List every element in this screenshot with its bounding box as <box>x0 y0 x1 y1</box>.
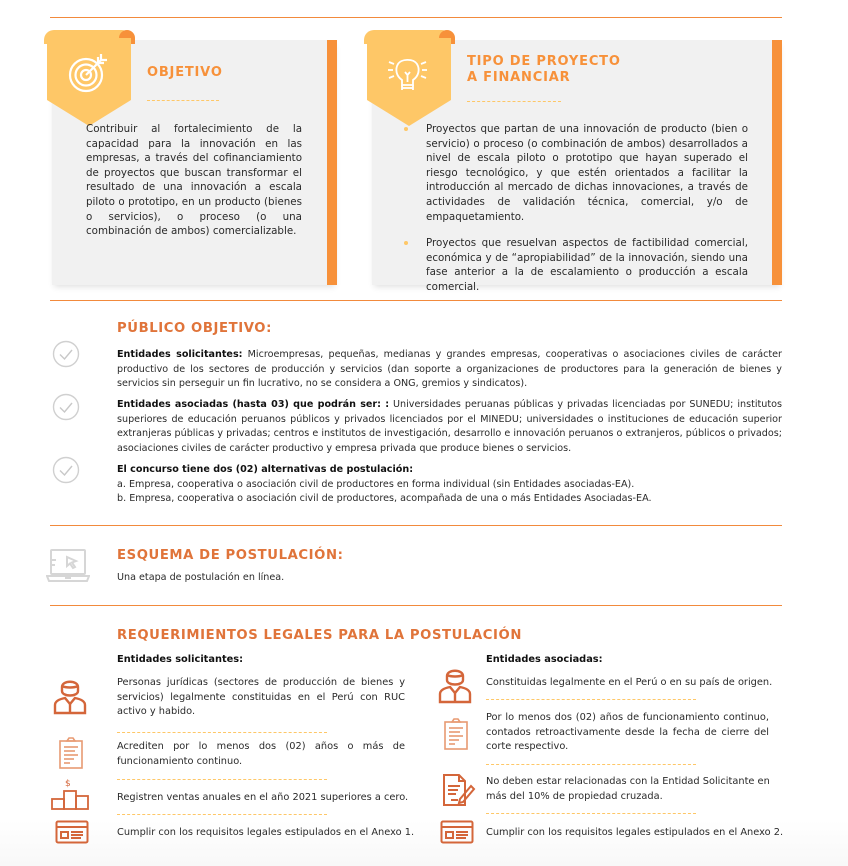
associate-req-3: No deben estar relacionadas con la Entidad Solicitante en más del 10% de propiedad cruzada. <box>486 776 770 802</box>
person-icon <box>437 664 473 708</box>
laptop-cursor-icon <box>46 548 90 588</box>
associate-req-4: Cumplir con los requisitos legales estipulados en el Anexo 2. <box>486 827 784 838</box>
card-accent-edge <box>772 40 782 285</box>
person-icon <box>52 675 88 719</box>
bullet-icon <box>404 127 408 131</box>
sales-podium-icon <box>50 777 90 815</box>
list-item: Proyectos que partan de una innovación de producto (bien o servicio) o proceso (o combinación de ambos) desarrollados a nivel de escala piloto o prototipo que hayan superado el riesgo tecnológico, y que estén orientados a facilitar la introducción al mercado de dichas innovaciones, a través de actividades de validación técnica, comercial, y/o de empaquetamiento. <box>426 122 748 224</box>
audience-alternatives <box>117 463 782 507</box>
top-divider <box>50 17 782 18</box>
card-accent-edge <box>327 40 337 285</box>
item-separator <box>117 814 327 815</box>
applicant-req-4: Cumplir con los requisitos legales estipulados en el Anexo 1. <box>117 827 415 838</box>
check-circle-icon <box>52 456 80 484</box>
project-type-title-line2: A FINANCIAR <box>467 70 571 85</box>
audience-alternatives-label: El concurso tiene dos (02) alternativas de postulación: <box>117 464 414 475</box>
associate-req-2: Por lo menos dos (02) años de funcionamiento continuo, contados retroactivamente desde la fecha de cierre del corte respectivo. <box>486 712 769 753</box>
item-separator <box>486 764 696 765</box>
check-circle-icon <box>52 393 80 421</box>
scheme-title: ESQUEMA DE POSTULACIÓN: <box>117 548 344 563</box>
audience-associates: Entidades asociadas (hasta 03) que podrán ser: : Universidades peruanas públicas y privadas licenciadas por SUNEDU; institutos superiores de educación peruanos públicos y privados licenciados por el MINEDU; universidades o instituciones de educación superior extranjeras públicas y privadas; centros e institutos de investigación, desarrollo e innovación peruanos o extranjeros, públicos o privados; asociaciones civiles de carácter productivo y empresa privada que produce bienes o servicios. <box>117 399 782 454</box>
id-card-icon <box>440 820 474 848</box>
objective-title-underline <box>147 100 219 101</box>
objective-ribbon <box>44 30 134 118</box>
applicants-heading: Entidades solicitantes: <box>117 654 244 665</box>
audience-applicants: Entidades solicitantes: Microempresas, pequeñas, medianas y grandes empresas, cooperativas o asociaciones civiles de carácter productivo de los sectores de producción y servicios (dan soporte a organizaciones de productores para la generación de bienes y servicios sin perseguir un fin lucrativo, no se considera a ONG, gremios y sindicatos). <box>117 349 782 390</box>
audience-title: PÚBLICO OBJETIVO: <box>117 321 272 336</box>
objective-title: OBJETIVO <box>147 65 223 80</box>
legal-title: REQUERIMIENTOS LEGALES PARA LA POSTULACIÓN <box>117 628 522 643</box>
project-type-title-underline <box>467 101 561 102</box>
project-type-title-line1: TIPO DE PROYECTO <box>467 54 621 69</box>
project-type-title <box>467 54 621 86</box>
item-separator <box>117 779 327 780</box>
applicant-req-3: Registren ventas anuales en el año 2021 superiores a cero. <box>117 792 409 803</box>
id-card-icon <box>55 820 89 848</box>
alternative-b: b. Empresa, cooperativa o asociación civil de productores, acompañada de una o más Entidades Asociadas-EA. <box>117 493 652 505</box>
applicant-req-2: Acrediten por lo menos dos (02) años o más de funcionamiento continuo. <box>117 741 405 767</box>
audience-applicants-label: Entidades solicitantes: <box>117 349 243 360</box>
section-divider <box>50 525 782 526</box>
clipboard-icon <box>443 717 469 755</box>
alternative-a: a. Empresa, cooperativa o asociación civil de productores en forma individual (sin Entidades asociadas-EA). <box>117 478 635 490</box>
item-separator <box>486 813 696 814</box>
section-divider <box>50 605 782 606</box>
applicant-req-1: Personas jurídicas (sectores de producción de bienes y servicios) legalmente constituidas en el Perú con RUC activo y habido. <box>117 677 405 718</box>
audience-associates-label: Entidades asociadas (hasta 03) que podrán ser: : <box>117 399 390 410</box>
associate-req-1: Constituidas legalmente en el Perú o en su país de origen. <box>486 677 773 688</box>
list-item: Proyectos que resuelvan aspectos de factibilidad comercial, económica y de “apropiabilidad” de la innovación, siendo una fase anterior a la de escalamiento o producción a escala comercial. <box>426 236 748 294</box>
item-separator <box>486 699 696 700</box>
scheme-text: Una etapa de postulación en línea. <box>117 572 285 583</box>
clipboard-icon <box>58 736 84 774</box>
project-type-list <box>426 122 748 307</box>
document-pen-icon <box>442 773 476 811</box>
lightbulb-icon <box>386 50 432 100</box>
objective-text: Contribuir al fortalecimiento de la capacidad para la innovación en las empresas, a través del cofinanciamiento de proyectos que buscan transformar el resultado de una innovación a escala piloto o prototipo, en un producto (bienes o servicios), o proceso (o una combinación de ambos) comercializable. <box>86 123 302 238</box>
project-type-ribbon <box>364 30 454 118</box>
item-separator <box>117 732 327 733</box>
associates-heading: Entidades asociadas: <box>486 654 603 665</box>
svg-text:$: $ <box>65 779 71 789</box>
target-icon <box>66 50 112 100</box>
check-circle-icon <box>52 340 80 368</box>
section-divider <box>50 300 782 301</box>
